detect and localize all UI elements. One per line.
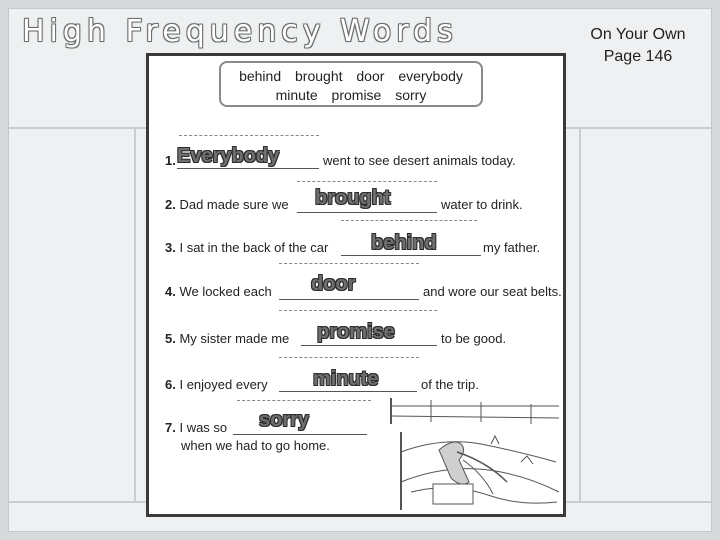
question-4: [165, 284, 272, 299]
question-6-after: of the trip.: [421, 377, 479, 392]
question-number: 5.: [165, 331, 176, 346]
question-number: 6.: [165, 377, 176, 392]
question-3-after: my father.: [483, 240, 541, 255]
frame-line-right: [579, 127, 581, 501]
answer-7: sorry: [259, 409, 310, 431]
word-bank-word: everybody: [398, 68, 463, 84]
question-text: I was so: [179, 420, 228, 435]
question-2-after: water to drink.: [441, 197, 523, 212]
word-bank-word: door: [356, 68, 385, 84]
page-reference-line1: On Your Own: [590, 26, 686, 43]
word-bank-word: minute: [275, 87, 318, 103]
desert-animal-drawing-icon: [371, 392, 561, 512]
word-bank-word: brought: [295, 68, 343, 84]
answer-dash-line: [279, 310, 437, 311]
question-text: I enjoyed every: [179, 377, 268, 392]
question-number: 2.: [165, 197, 176, 212]
question-text: Dad made sure we: [179, 197, 289, 212]
question-5-after: to be good.: [441, 331, 507, 346]
answer-4: door: [311, 273, 356, 295]
answer-blank: [341, 255, 481, 256]
question-6: [165, 377, 268, 392]
question-3: [165, 240, 328, 255]
answer-dash-line: [279, 263, 419, 264]
question-4-after: and wore our seat belts.: [423, 284, 562, 299]
word-bank-row-1: [221, 68, 481, 84]
answer-dash-line: [237, 400, 371, 401]
question-1-after: went to see desert animals today.: [323, 153, 516, 168]
page-reference-line2: Page 146: [603, 48, 673, 65]
question-1: [165, 153, 176, 168]
answer-blank: [233, 434, 367, 435]
slide-title: High Frequency Words: [22, 14, 458, 49]
answer-dash-line: [297, 181, 437, 182]
question-5: [165, 331, 289, 346]
question-number: 3.: [165, 240, 176, 255]
answer-1: Everybody: [177, 145, 280, 167]
answer-dash-line: [179, 135, 319, 136]
answer-2: brought: [315, 187, 391, 209]
answer-blank: [301, 345, 437, 346]
answer-dash-line: [279, 357, 419, 358]
question-number: 1.: [165, 153, 176, 168]
word-bank-row-2: [221, 87, 481, 103]
word-bank-word: promise: [331, 87, 382, 103]
worksheet-image: [146, 53, 566, 517]
word-bank: [219, 61, 483, 107]
answer-blank: [297, 212, 437, 213]
word-bank-word: behind: [239, 68, 282, 84]
question-2: [165, 197, 289, 212]
question-number: 4.: [165, 284, 176, 299]
page-reference: [578, 24, 698, 68]
question-7: [165, 420, 227, 435]
answer-6: minute: [313, 368, 379, 390]
word-bank-word: sorry: [395, 87, 427, 103]
question-number: 7.: [165, 420, 176, 435]
question-7-line2: when we had to go home.: [181, 438, 330, 453]
question-text: My sister made me: [179, 331, 290, 346]
answer-3: behind: [371, 232, 437, 254]
question-text: We locked each: [179, 284, 272, 299]
frame-line-left: [134, 127, 136, 501]
answer-blank: [279, 299, 419, 300]
question-text: I sat in the back of the car: [179, 240, 329, 255]
answer-dash-line: [341, 220, 477, 221]
answer-5: promise: [317, 321, 395, 343]
answer-blank: [177, 168, 319, 169]
